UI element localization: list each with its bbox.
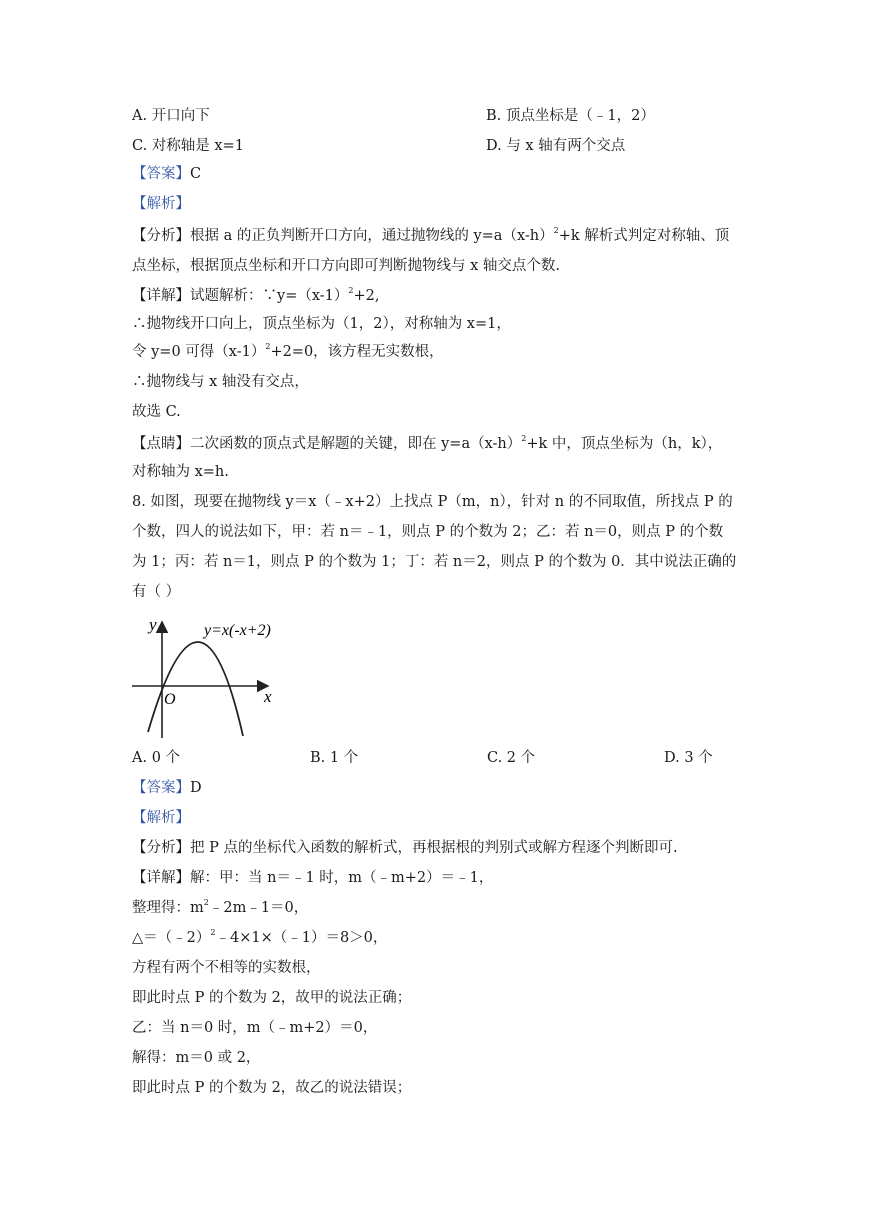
- q7-xiangjie-line2: ∴抛物线开口向上，顶点坐标为（1，2），对称轴为 x=1，: [132, 316, 511, 332]
- y-axis-label: y: [149, 615, 157, 634]
- q7-xiangjie-line1: 【详解】试题解析：$\because y=(x-1)^2+2$,: [132, 286, 380, 304]
- q8-xiangjie-line3: △＝（﹣2）$^2$﹣4×1×（﹣1）＝8＞0，: [132, 928, 388, 946]
- q7-fenxi-line1: 【分析】根据 a 的正负判断开口方向，通过抛物线的 $y=a(x-h)^2+k$ 解析式判定对称轴、顶: [132, 226, 730, 244]
- q8-stem-line2: 个数，四人的说法如下，甲：若 n＝﹣1，则点 P 的个数为 2；乙：若 n＝0，则点 P 的个数: [132, 524, 724, 540]
- q8-stem-line4: 有（ ）: [132, 584, 181, 600]
- q7-option-d: D. 与 x 轴有两个交点: [486, 138, 626, 154]
- parabola-graph: [128, 614, 288, 744]
- q8-option-d: D. 3 个: [664, 750, 713, 766]
- q7-option-b: B. 顶点坐标是（﹣1，2）: [486, 108, 655, 124]
- q8-xiangjie-line7: 解得：m＝0 或 2，: [132, 1050, 261, 1066]
- q8-answer: 【答案】D: [132, 780, 202, 796]
- q8-xiangjie-line2: 整理得：$m^2﹣2m﹣1=0$，: [132, 898, 309, 916]
- q8-xiangjie-line1: 【详解】解：甲：当 n＝﹣1 时，m（﹣m+2）＝﹣1，: [132, 870, 494, 886]
- q7-analysis-tag: 【解析】: [132, 196, 190, 212]
- q7-dianjing-line1: 【点睛】二次函数的顶点式是解题的关键，即在 $y=a(x-h)^2+k$ 中，顶点坐标为（h，k），: [132, 434, 723, 452]
- q8-xiangjie-line8: 即此时点 P 的个数为 2，故乙的说法错误；: [132, 1080, 412, 1096]
- q7-xiangjie-line5: 故选 C.: [132, 404, 181, 420]
- q8-stem-line1: 8. 如图，现要在抛物线 y＝x（﹣x+2）上找点 P（m，n），针对 n 的不同取值，所找点 P 的: [132, 494, 733, 510]
- q7-option-a: A. 开口向下: [132, 108, 210, 124]
- origin-label: O: [164, 691, 176, 708]
- equation-label: y=x(-x+2): [204, 622, 271, 639]
- q7-answer: 【答案】C: [132, 166, 202, 182]
- q8-option-a: A. 0 个: [132, 750, 181, 766]
- q8-xiangjie-line6: 乙：当 n＝0 时，m（﹣m+2）＝0，: [132, 1020, 378, 1036]
- q7-fenxi-line2: 点坐标，根据顶点坐标和开口方向即可判断抛物线与 x 轴交点个数.: [132, 258, 561, 274]
- q7-xiangjie-line3: 令 y=0 可得$(x-1)^2+2=0$，该方程无实数根，: [132, 342, 444, 360]
- q8-xiangjie-line5: 即此时点 P 的个数为 2，故甲的说法正确；: [132, 990, 412, 1006]
- x-axis-label: x: [264, 687, 272, 706]
- q8-fenxi: 【分析】把 P 点的坐标代入函数的解析式，再根据根的判别式或解方程逐个判断即可.: [132, 840, 678, 856]
- q7-option-c: C. 对称轴是 x=1: [132, 138, 244, 154]
- q7-xiangjie-line4: ∴抛物线与 x 轴没有交点，: [132, 374, 309, 390]
- q8-option-b: B. 1 个: [310, 750, 359, 766]
- q8-stem-line3: 为 1；丙：若 n＝1，则点 P 的个数为 1；丁：若 n＝2，则点 P 的个数为 0．其中说法正确的: [132, 554, 737, 570]
- q8-analysis-tag: 【解析】: [132, 810, 190, 826]
- q8-option-c: C. 2 个: [487, 750, 536, 766]
- q8-xiangjie-line4: 方程有两个不相等的实数根，: [132, 960, 321, 976]
- q7-dianjing-line2: 对称轴为 x=h.: [132, 464, 229, 480]
